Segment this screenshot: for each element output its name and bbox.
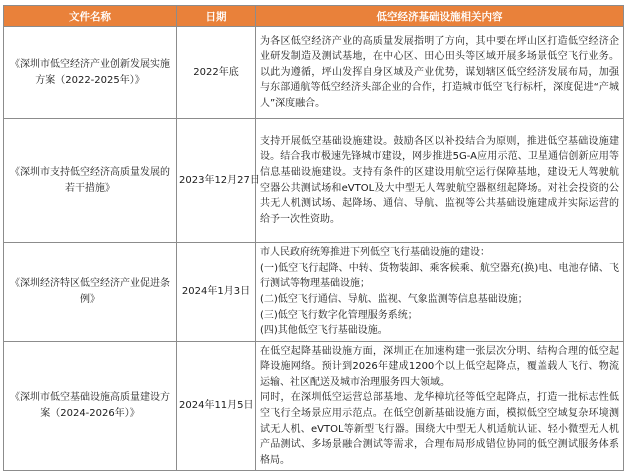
date-cell: 2024年1月3日 [177, 243, 256, 342]
file-name-cell: 《深圳市低空基础设施高质量建设方案（2024-2026年）》 [4, 342, 177, 471]
file-name-cell: 《深圳经济特区低空经济产业促进条例》 [4, 243, 177, 342]
file-name-cell: 《深圳市低空经济产业创新发展实施方案（2022-2025年）》 [4, 27, 177, 119]
content-line: (三)低空飞行数字化管理服务系统； [260, 309, 418, 321]
table-row [4, 119, 624, 243]
content-line: (一)低空飞行起降、中转、货物装卸、乘客候乘、航空器充(换)电、电池存储、飞行测试等物理基础设施； [260, 262, 619, 290]
content-cell: 为各区低空经济产业的高质量发展指明了方向，其中要在坪山区打造低空经济企业研发制造及测试基地，在中心区、田心田头等区域开展多场景低空飞行业务。以此为遵循，坪山发挥自身区域及产业优势，谋划辖区低空经济发展布局，加强与东部通航等低空经济头部企业的合作，打造城市低空飞行标杆，深度促进“产城人”深度融合。 [256, 27, 624, 119]
table-row [4, 243, 624, 342]
header-file-name: 文件名称 [4, 6, 177, 27]
content-cell [256, 243, 624, 342]
date-cell: 2022年底 [177, 27, 256, 119]
content-line: (二)低空飞行通信、导航、监视、气象监测等信息基础设施； [260, 294, 528, 305]
content-line: 市人民政府统筹推进下列低空飞行基础设施的建设： [260, 247, 490, 259]
content-cell [256, 342, 624, 471]
date-cell: 2024年11月5日 [177, 342, 256, 471]
content-cell: 支持开展低空基础设施建设。鼓励各区以补投结合为原则，推进低空基础设施建设。结合我市极速先锋城市建设，网步推进5G-A应用示范、卫星通信创新应用等信息基础设施建设。支持有条件的区建设用航空运行保障基地，建设无人驾驶航空器公共测试场和eVTOL及大中型无人驾驶航空器枢纽起降场。对社会投资的公共无人机测试场、起降场、通信、导航、监视等公共基础设施建成并实际运营的给予一次性资助。 [256, 119, 624, 243]
policy-table [3, 5, 624, 471]
date-cell: 2023年12月27日 [177, 119, 256, 243]
header-date: 日期 [177, 6, 256, 27]
table-row [4, 342, 624, 471]
file-name-cell: 《深圳市支持低空经济高质量发展的若干措施》 [4, 119, 177, 243]
content-line: 同时，在深圳低空运营总部基地、龙华樟坑径等低空起降点，打造一批标志性低空飞行全场景应用示范点。在低空创新基础设施方面，模拟低空空域复杂环境测试无人机、eVTOL等新型飞行器。围绕大中型无人机适航认证、轻小微型无人机产品测试、多场景融合测试等需求，合理布局形成错位协同的低空测试服务体系格局。 [260, 392, 619, 466]
table-row [4, 27, 624, 119]
header-content: 低空经济基础设施相关内容 [256, 6, 624, 27]
content-line: 在低空起降基础设施方面，深圳正在加速构建一张层次分明、结构合理的低空起降设施网络。预计到2026年建成1200个以上低空起降点，覆盖载人飞行、物流运输、社区配送及城市治理服务四大领域。 [260, 345, 619, 388]
content-line: (四)其他低空飞行基础设施。 [260, 325, 388, 337]
header-row [4, 6, 624, 27]
